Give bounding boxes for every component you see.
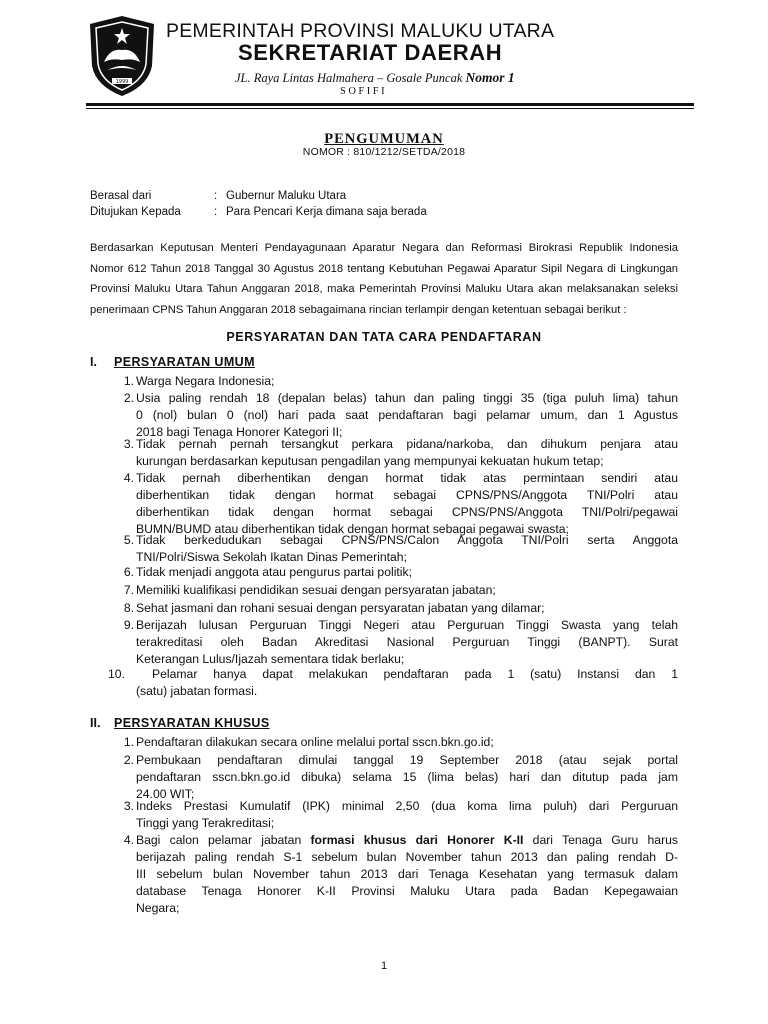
item-line: Keterangan Lulus/Ijazah sementara tidak berlaku; [136, 652, 405, 666]
item-line [136, 832, 678, 849]
provincial-emblem-icon [86, 14, 158, 98]
item-line: 2018 bagi Tenaga Honorer Kategori II; [136, 425, 343, 439]
letterhead-rule-thin [86, 108, 694, 109]
item-line: Tidak menjadi anggota atau pengurus partai politik; [136, 565, 412, 579]
item-line: Negara; [136, 901, 180, 915]
item-line: Warga Negara Indonesia; [136, 374, 275, 388]
item-number: 1. [123, 374, 134, 388]
section-title-text: PERSYARATAN KHUSUS [114, 716, 270, 730]
meta-colon: : [214, 190, 218, 202]
emblem-year: 1999 [115, 79, 129, 85]
meta-value: Para Pencari Kerja dimana saja berada [226, 206, 427, 218]
address-number: Nomor 1 [465, 70, 515, 85]
item-number: 3. [123, 437, 134, 451]
item-line: Tidak pernah pernah tersangkut perkara pidana/narkoba, dan dihukum penjara atau [136, 437, 678, 451]
item-number: 7. [123, 583, 134, 597]
secretariat-name: SEKRETARIAT DAERAH [238, 40, 503, 65]
list-item [112, 582, 678, 599]
item-line: (satu) jabatan formasi. [136, 684, 258, 698]
list-item [112, 617, 678, 668]
item-text: Bagi calon pelamar jabatan [136, 833, 311, 847]
item-line: pendaftaran sscn.bkn.go.id dibuka) selama 15 (lima belas) hari dan ditutup pada jam [136, 770, 678, 784]
item-number: 4. [123, 833, 134, 847]
item-line: Pelamar hanya dapat melakukan pendaftaran pada 1 (satu) Instansi dan 1 [152, 667, 678, 681]
list-item [112, 470, 678, 538]
item-number: 8. [123, 601, 134, 615]
list-item [112, 832, 678, 917]
section-heading: PERSYARATAN DAN TATA CARA PENDAFTARAN [226, 330, 542, 344]
meta-colon: : [214, 206, 218, 218]
intro-line: Nomor 612 Tahun 2018 Tanggal 30 Agustus 2018 tentang Kebutuhan Pegawai Aparatur Sipil Negara di Lingkungan [90, 262, 678, 275]
letterhead-rule-thick [86, 103, 694, 106]
government-name: PEMERINTAH PROVINSI MALUKU UTARA [166, 20, 555, 42]
item-line: 24.00 WIT; [136, 787, 195, 801]
section-title-general [90, 355, 255, 369]
item-line: Tidak pernah diberhentikan dengan hormat tidak atas permintaan sendiri atau [136, 471, 678, 485]
item-number: 5. [123, 533, 134, 547]
list-item [112, 734, 678, 751]
list-item [112, 436, 678, 470]
address [235, 70, 515, 86]
item-line: Berijazah lulusan Perguruan Tinggi Negeri atau Perguruan Tinggi Swasta yang telah [136, 618, 678, 632]
item-line: III sebelum bulan November tahun 2013 dari Tenaga Kesehatan yang termasuk dalam [136, 867, 678, 881]
item-number: 3. [123, 799, 134, 813]
item-line: 0 (nol) bulan 0 (nol) hari pada saat pendaftaran bagi pelamar umum, dan 1 Agustus [136, 408, 678, 422]
address-street: JL. Raya Lintas Halmahera – Gosale Puncak [235, 71, 466, 85]
item-bold-text: formasi khusus dari Honorer K-II [310, 833, 524, 847]
item-line: Tinggi yang Terakreditasi; [136, 816, 275, 830]
item-number: 6. [123, 565, 134, 579]
list-item [112, 373, 678, 390]
item-line: database Tenaga Honorer K-II Provinsi Maluku Utara pada Badan Kepegawaian [136, 884, 678, 898]
item-line: Memiliki kualifikasi pendidikan sesuai dengan persyaratan jabatan; [136, 583, 496, 597]
item-line: diberhentikan tidak dengan hormat sebagai CPNS/PNS/Anggota TNI/Polri atau [136, 488, 678, 502]
item-line: Sehat jasmani dan rohani sesuai dengan persyaratan jabatan yang dilamar; [136, 601, 545, 615]
item-number: 4. [123, 471, 134, 485]
meta-value: Gubernur Maluku Utara [226, 190, 347, 202]
document-number: NOMOR : 810/1212/SETDA/2018 [302, 146, 466, 158]
item-number: 10. [108, 667, 125, 681]
item-line: Pembukaan pendaftaran dimulai tanggal 19 September 2018 (atau sejak portal [136, 753, 678, 767]
intro-paragraph [90, 238, 678, 320]
list-item [112, 532, 678, 566]
city: SOFIFI [340, 86, 388, 97]
list-item [112, 600, 678, 617]
item-number: 9. [123, 618, 134, 632]
section-roman: II. [90, 716, 101, 730]
item-number: 2. [123, 753, 134, 767]
item-line: terakreditasi oleh Badan Akreditasi Nasional Perguruan Tinggi (BANPT). Surat [136, 635, 678, 649]
document-title: PENGUMUMAN [324, 131, 444, 147]
item-line: kurungan berdasarkan keputusan pengadilan yang mempunyai kekuatan hukum tetap; [136, 454, 604, 468]
meta-label: Ditujukan Kepada [90, 206, 181, 218]
item-line: BUMN/BUMD atau diberhentikan tidak dengan hormat sebagai pegawai swasta; [136, 522, 569, 536]
item-number: 1. [123, 735, 134, 749]
section-title-special [90, 716, 270, 730]
intro-line: Berdasarkan Keputusan Menteri Pendayagunaan Aparatur Negara dan Reformasi Birokrasi Republik Indonesia [90, 242, 678, 254]
item-line: diberhentikan tidak dengan hormat sebagai CPNS/PNS/Anggota TNI/Polri/pegawai [136, 505, 678, 519]
section-title-text: PERSYARATAN UMUM [114, 355, 255, 369]
list-item [112, 564, 678, 581]
item-line: Usia paling rendah 18 (depalan belas) tahun dan paling tinggi 35 (tiga puluh lima) tahun [136, 391, 678, 405]
item-line: berijazah paling rendah S-1 sebelum bulan November tahun 2013 dan paling rendah D- [136, 850, 678, 864]
intro-line: penerimaan CPNS Tahun Anggaran 2018 sebagaimana rincian terlampir dengan ketentuan sebagai berikut : [90, 303, 627, 316]
list-item [112, 798, 678, 832]
page-number: 1 [380, 960, 388, 972]
section-roman: I. [90, 355, 97, 369]
meta-label: Berasal dari [90, 190, 152, 202]
list-item [108, 666, 678, 700]
item-text: dari Tenaga Guru harus [523, 833, 679, 847]
item-line: Tidak berkedudukan sebagai CPNS/PNS/Calon Anggota TNI/Polri serta Anggota [136, 533, 678, 547]
list-item [112, 390, 678, 441]
intro-line: Provinsi Maluku Utara Tahun Anggaran 2018, maka Pemerintah Provinsi Maluku Utara akan melaksanakan seleksi [90, 283, 678, 295]
item-line: Pendaftaran dilakukan secara online melalui portal sscn.bkn.go.id; [136, 735, 494, 749]
item-line: Indeks Prestasi Kumulatif (IPK) minimal 2,50 (dua koma lima puluh) dari Perguruan [136, 799, 678, 813]
item-number: 2. [123, 391, 134, 405]
item-line: TNI/Polri/Siswa Sekolah Ikatan Dinas Pemerintah; [136, 550, 407, 564]
list-item [112, 752, 678, 803]
